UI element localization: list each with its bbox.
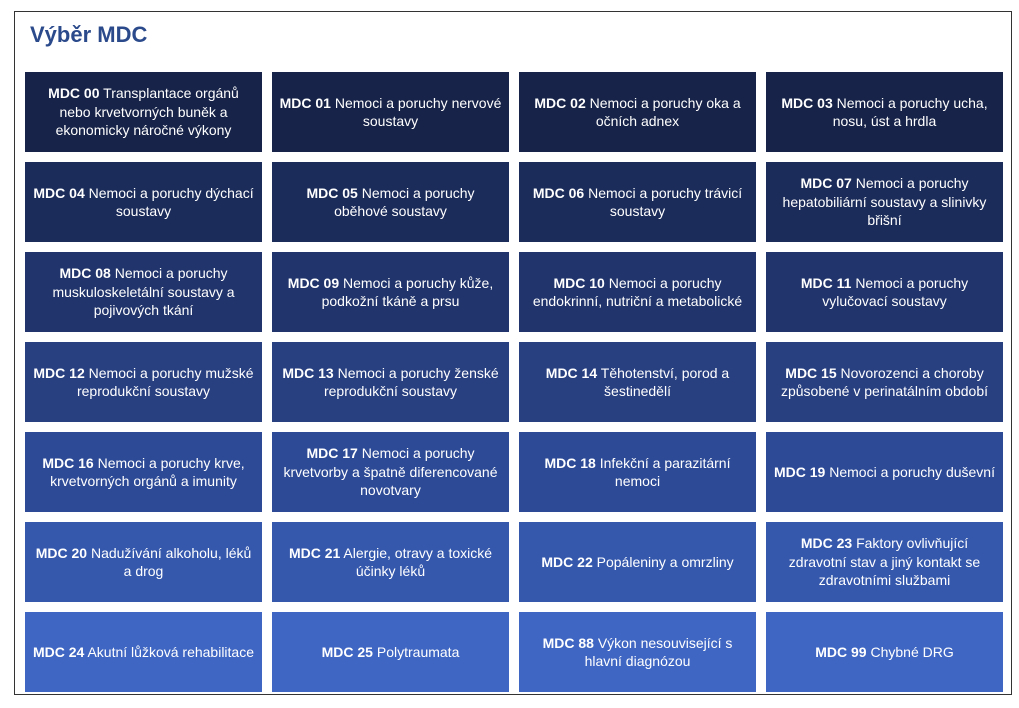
mdc-tile-button[interactable] (519, 432, 756, 512)
mdc-tile-button[interactable] (272, 612, 509, 692)
mdc-tile-text (772, 274, 997, 311)
mdc-tile-button[interactable] (766, 612, 1003, 692)
mdc-tile-text (772, 174, 997, 230)
mdc-name: Chybné DRG (870, 643, 954, 660)
mdc-tile-text (541, 553, 733, 572)
mdc-code: MDC 21 (288, 544, 341, 561)
mdc-tile-text (772, 364, 997, 401)
mdc-code: MDC 18 (544, 454, 596, 471)
mdc-tile-text (322, 643, 460, 662)
mdc-code: MDC 06 (532, 184, 585, 201)
mdc-tile-button[interactable] (25, 522, 262, 602)
mdc-tile-text (31, 454, 256, 491)
mdc-tile-button[interactable] (25, 252, 262, 332)
mdc-tile-button[interactable] (519, 162, 756, 242)
mdc-tile-button[interactable] (519, 522, 756, 602)
mdc-code: MDC 24 (32, 643, 85, 660)
mdc-code: MDC 07 (800, 175, 852, 192)
mdc-name: Nemoci a poruchy krve, krvetvorných orgánů a imunity (50, 454, 245, 489)
mdc-code: MDC 12 (33, 364, 85, 381)
mdc-name: Nemoci a poruchy oka a očních adnex (589, 94, 741, 129)
mdc-name: Polytraumata (376, 643, 460, 660)
mdc-tile-text (278, 274, 503, 311)
mdc-name: Akutní lůžková rehabilitace (87, 643, 255, 660)
mdc-tile-text (278, 544, 503, 581)
mdc-name: Nemoci a poruchy krvetvorby a špatně diferencované novotvary (283, 445, 498, 499)
mdc-code: MDC 03 (781, 94, 833, 111)
mdc-code: MDC 11 (800, 274, 852, 291)
mdc-tile-text (525, 364, 750, 401)
mdc-code: MDC 23 (800, 535, 853, 552)
mdc-tile-button[interactable] (25, 612, 262, 692)
mdc-tile-button[interactable] (272, 432, 509, 512)
mdc-selection-panel (14, 11, 1012, 695)
mdc-tile-grid (25, 72, 1003, 692)
mdc-tile-text (774, 463, 995, 482)
mdc-name: Alergie, otravy a toxické účinky léků (343, 544, 493, 579)
mdc-tile-text (31, 544, 256, 581)
mdc-tile-button[interactable] (766, 252, 1003, 332)
mdc-code: MDC 09 (287, 274, 340, 291)
mdc-code: MDC 15 (785, 364, 837, 381)
mdc-tile-text (525, 184, 750, 221)
mdc-tile-button[interactable] (766, 432, 1003, 512)
mdc-name: Nadužívání alkoholu, léků a drog (90, 544, 252, 579)
mdc-name: Novorozenci a choroby způsobené v perinatálním období (780, 364, 989, 399)
mdc-name: Transplantace orgánů nebo krvetvorných buněk a ekonomicky náročné výkony (55, 85, 239, 139)
mdc-tile-button[interactable] (272, 342, 509, 422)
mdc-tile-button[interactable] (272, 522, 509, 602)
mdc-code: MDC 13 (282, 364, 334, 381)
mdc-tile-text (772, 534, 997, 590)
mdc-name: Těhotenství, porod a šestinedělí (600, 364, 730, 399)
mdc-tile-text (278, 444, 503, 500)
mdc-name: Výkon nesouvisející s hlavní diagnózou (584, 634, 733, 669)
mdc-code: MDC 14 (545, 364, 598, 381)
mdc-tile-button[interactable] (25, 342, 262, 422)
mdc-name: Nemoci a poruchy oběhové soustavy (334, 184, 475, 219)
mdc-code: MDC 16 (42, 454, 94, 471)
mdc-code: MDC 08 (59, 265, 111, 282)
mdc-name: Nemoci a poruchy endokrinní, nutriční a metabolické (532, 274, 743, 309)
mdc-tile-text (278, 364, 503, 401)
mdc-name: Nemoci a poruchy hepatobiliární soustavy a slinivky břišní (782, 175, 987, 229)
mdc-code: MDC 02 (534, 94, 586, 111)
mdc-tile-text (815, 643, 954, 662)
mdc-name: Nemoci a poruchy nervové soustavy (334, 94, 502, 129)
mdc-name: Infekční a parazitární nemoci (599, 454, 731, 489)
mdc-tile-button[interactable] (25, 432, 262, 512)
mdc-tile-button[interactable] (766, 342, 1003, 422)
mdc-tile-button[interactable] (766, 522, 1003, 602)
mdc-tile-button[interactable] (519, 342, 756, 422)
mdc-name: Nemoci a poruchy trávicí soustavy (588, 184, 743, 219)
mdc-code: MDC 25 (321, 643, 373, 660)
mdc-name: Nemoci a poruchy vylučovací soustavy (822, 274, 969, 309)
mdc-name: Popáleniny a omrzliny (596, 553, 734, 570)
mdc-tile-text (278, 184, 503, 221)
mdc-tile-text (525, 94, 750, 131)
mdc-code: MDC 88 (542, 634, 594, 651)
mdc-tile-text (33, 643, 254, 662)
mdc-tile-button[interactable] (272, 162, 509, 242)
mdc-name: Nemoci a poruchy ženské reprodukční soustavy (323, 364, 499, 399)
mdc-tile-button[interactable] (766, 72, 1003, 152)
mdc-name: Nemoci a poruchy dýchací soustavy (88, 184, 254, 219)
mdc-code: MDC 10 (553, 274, 605, 291)
mdc-name: Nemoci a poruchy duševní (829, 463, 995, 480)
mdc-code: MDC 99 (815, 643, 867, 660)
mdc-tile-button[interactable] (519, 612, 756, 692)
mdc-code: MDC 20 (35, 544, 88, 561)
mdc-tile-text (278, 94, 503, 131)
mdc-name: Nemoci a poruchy ucha, nosu, úst a hrdla (832, 94, 988, 129)
mdc-name: Nemoci a poruchy muskuloskeletální soustavy a pojivových tkání (52, 265, 235, 319)
mdc-code: MDC 00 (48, 85, 100, 102)
mdc-tile-text (31, 364, 256, 401)
mdc-tile-button[interactable] (519, 72, 756, 152)
mdc-name: Faktory ovlivňující zdravotní stav a jiný kontakt se zdravotními službami (788, 535, 981, 589)
mdc-tile-button[interactable] (519, 252, 756, 332)
mdc-name: Nemoci a poruchy kůže, podkožní tkáně a prsu (321, 274, 494, 309)
mdc-tile-button[interactable] (272, 72, 509, 152)
mdc-tile-text (31, 184, 256, 221)
mdc-code: MDC 19 (773, 463, 826, 480)
mdc-tile-button[interactable] (25, 72, 262, 152)
mdc-code: MDC 05 (306, 184, 358, 201)
mdc-tile-text (525, 634, 750, 671)
mdc-code: MDC 04 (33, 184, 85, 201)
mdc-tile-text (772, 94, 997, 131)
mdc-name: Nemoci a poruchy mužské reprodukční soustavy (76, 364, 254, 399)
page-title: Výběr MDC (30, 22, 148, 47)
mdc-tile-button[interactable] (25, 162, 262, 242)
mdc-code: MDC 01 (279, 94, 331, 111)
mdc-tile-button[interactable] (272, 252, 509, 332)
mdc-code: MDC 22 (541, 553, 593, 570)
mdc-tile-text (31, 84, 256, 140)
mdc-code: MDC 17 (306, 445, 358, 462)
mdc-tile-button[interactable] (766, 162, 1003, 242)
mdc-tile-text (525, 454, 750, 491)
mdc-tile-text (525, 274, 750, 311)
mdc-tile-text (31, 264, 256, 320)
